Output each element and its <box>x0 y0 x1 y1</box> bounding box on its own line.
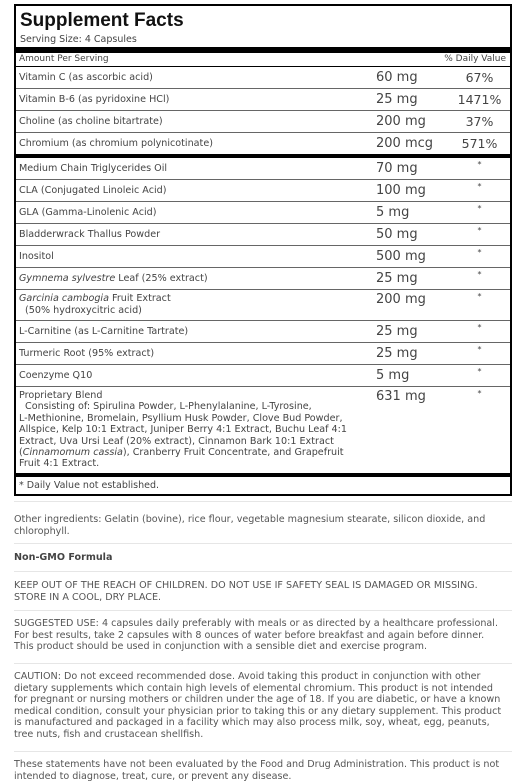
ingredient-dv: 1471% <box>457 92 502 107</box>
ingredient-name: CLA (Conjugated Linoleic Acid) <box>19 185 167 196</box>
ingredient-name-rest: Fruit Extract <box>108 293 171 304</box>
ingredient-name: Vitamin C (as ascorbic acid) <box>19 72 153 83</box>
blend-italic: Cinnamomum cassia <box>22 447 123 459</box>
ingredient-amount: 200 mg <box>376 114 426 129</box>
ingredient-amount: 60 mg <box>376 70 418 85</box>
table-row <box>16 343 510 365</box>
ingredient-name: Choline (as choline bitartrate) <box>19 116 163 127</box>
ingredient-name-italic: Gymnema sylvestre <box>19 273 116 284</box>
table-row <box>16 111 510 133</box>
table-row <box>16 321 510 343</box>
ingredient-amount: 25 mg <box>376 92 418 107</box>
table-row <box>16 290 510 321</box>
caution <box>14 671 512 741</box>
text-line: SUGGESTED USE: 4 capsules daily preferably with meals or as directed by a healthcare professional. <box>14 618 499 629</box>
ingredient-name: Inositol <box>19 251 54 262</box>
ingredient-name-line2: (50% hydroxycitric acid) <box>25 305 142 316</box>
ingredient-amount: 5 mg <box>376 368 410 383</box>
table-row <box>16 246 510 268</box>
suggested-use <box>14 618 512 653</box>
blend-line: Consisting of: Spirulina Powder, L-Phenylalanine, L-Tyrosine, <box>25 401 312 413</box>
text-line: intended to diagnose, treat, cure, or prevent any disease. <box>14 770 292 782</box>
ingredient-name: Vitamin B-6 (as pyridoxine HCl) <box>19 94 170 105</box>
divider <box>14 501 512 502</box>
text-line: tree nuts, fish and crustacean shellfish. <box>14 728 204 740</box>
table-row <box>16 365 510 387</box>
ingredient-amount: 25 mg <box>376 346 418 361</box>
blend-line: Allspice, Kelp 10:1 Extract, Juniper Berry 4:1 Extract, Buchu Leaf 4:1 <box>19 424 347 436</box>
ingredient-name: Bladderwrack Thallus Powder <box>19 229 161 240</box>
ingredient-dv: 37% <box>465 114 494 129</box>
daily-value-header: % Daily Value <box>444 54 506 64</box>
text-line: for pregnant or nursing mothers or children under the age of 18. If you are diabetic, or have a known <box>14 694 501 706</box>
supplement-facts-panel <box>14 4 512 496</box>
ingredient-amount: 70 mg <box>376 161 418 176</box>
other-ingredients <box>14 514 512 537</box>
table-row <box>16 67 510 89</box>
text-line: For best results, take 2 capsules with 8 ounces of water before breakfast and again before dinner. <box>14 629 485 641</box>
blend-line: L-Methionine, Bromelain, Psyllium Husk Powder, Clove Bud Powder, <box>19 412 343 424</box>
text-line: Other ingredients: Gelatin (bovine), rice flour, vegetable magnesium stearate, silicon dioxide, and <box>14 514 486 525</box>
panel-title: Supplement Facts <box>20 10 184 31</box>
ingredient-dv: * <box>477 292 482 301</box>
serving-size: Serving Size: 4 Capsules <box>16 33 510 48</box>
blend-line <box>19 447 357 458</box>
ingredient-amount: 631 mg <box>376 389 426 404</box>
text-line: is manufactured and packaged in a facility which may also process milk, soy, wheat, egg, peanuts, <box>14 717 490 729</box>
ingredient-dv: * <box>477 389 482 398</box>
ingredient-name <box>16 268 357 289</box>
ingredient-amount: 500 mg <box>376 249 426 264</box>
divider <box>14 751 512 752</box>
blend-line: Extract, Uva Ursi Leaf (20% extract), Cinnamon Bark 10:1 Extract <box>19 435 334 447</box>
divider <box>14 543 512 544</box>
ingredient-name: Medium Chain Triglycerides Oil <box>19 163 168 174</box>
table-row <box>16 158 510 180</box>
ingredient-dv: * <box>477 345 482 354</box>
ingredient-name <box>16 290 357 320</box>
ingredient-amount: 25 mg <box>376 271 418 286</box>
text-line: KEEP OUT OF THE REACH OF CHILDREN. DO NOT USE IF SAFETY SEAL IS DAMAGED OR MISSING. <box>14 580 478 591</box>
table-row <box>16 202 510 224</box>
amount-per-serving-header: Amount Per Serving <box>19 54 109 64</box>
table-row <box>16 224 510 246</box>
ingredient-dv: * <box>477 323 482 332</box>
ingredient-amount: 50 mg <box>376 227 418 242</box>
text-line: STORE IN A COOL, DRY PLACE. <box>14 591 162 603</box>
proprietary-blend-row <box>16 387 510 477</box>
footnote: * Daily Value not established. <box>19 480 160 491</box>
ingredient-name: Chromium (as chromium polynicotinate) <box>19 138 213 149</box>
blend-description <box>16 387 357 473</box>
ingredient-amount: 200 mg <box>376 292 426 307</box>
ingredient-dv: * <box>477 160 482 169</box>
keep-out-warning <box>14 580 512 603</box>
ingredient-dv: * <box>477 270 482 279</box>
text-line: These statements have not been evaluated by the Food and Drug Administration. This product is not <box>14 759 500 770</box>
divider <box>14 610 512 611</box>
ingredient-amount: 200 mcg <box>376 136 434 151</box>
table-row <box>16 133 510 158</box>
blend-rest: ), Cranberry Fruit Concentrate, and Grapefruit <box>122 447 344 459</box>
ingredient-name-rest: Leaf (25% extract) <box>115 273 208 284</box>
ingredient-name-italic: Garcinia cambogia <box>19 293 109 304</box>
ingredient-dv: 67% <box>465 70 494 85</box>
ingredient-name: L-Carnitine (as L-Carnitine Tartrate) <box>19 326 189 337</box>
divider <box>14 663 512 664</box>
ingredient-dv: 571% <box>461 136 498 151</box>
table-row <box>16 268 510 290</box>
text-line: chlorophyll. <box>14 525 70 537</box>
ingredient-amount: 100 mg <box>376 183 426 198</box>
text-line: This product should be used in conjunction with a sensible diet and exercise program. <box>14 641 428 653</box>
ingredient-amount: 5 mg <box>376 205 410 220</box>
table-row <box>16 89 510 111</box>
ingredient-amount: 25 mg <box>376 324 418 339</box>
ingredient-name: Coenzyme Q10 <box>19 370 93 381</box>
divider <box>14 571 512 572</box>
fda-disclaimer <box>14 759 512 782</box>
table-row <box>16 180 510 202</box>
ingredient-name: Turmeric Root (95% extract) <box>19 348 155 359</box>
blend-line: Fruit 4:1 Extract. <box>19 458 100 470</box>
ingredient-dv: * <box>477 204 482 213</box>
text-line: medical condition, consult your physician prior to taking this or any dietary supplement. This product <box>14 705 502 717</box>
non-gmo-heading: Non-GMO Formula <box>14 552 113 563</box>
blend-title: Proprietary Blend <box>19 390 103 401</box>
ingredient-name: GLA (Gamma-Linolenic Acid) <box>19 207 157 218</box>
ingredient-dv: * <box>477 248 482 257</box>
ingredient-dv: * <box>477 182 482 191</box>
table-header <box>16 53 510 67</box>
ingredient-dv: * <box>477 367 482 376</box>
ingredient-dv: * <box>477 226 482 235</box>
text-line: dietary supplements which contain high levels of elemental chromium. This product is not intended <box>14 682 494 694</box>
blend-paren: ( <box>19 447 23 459</box>
text-line: CAUTION: Do not exceed recommended dose. Avoid taking this product in conjunction with other <box>14 671 481 682</box>
